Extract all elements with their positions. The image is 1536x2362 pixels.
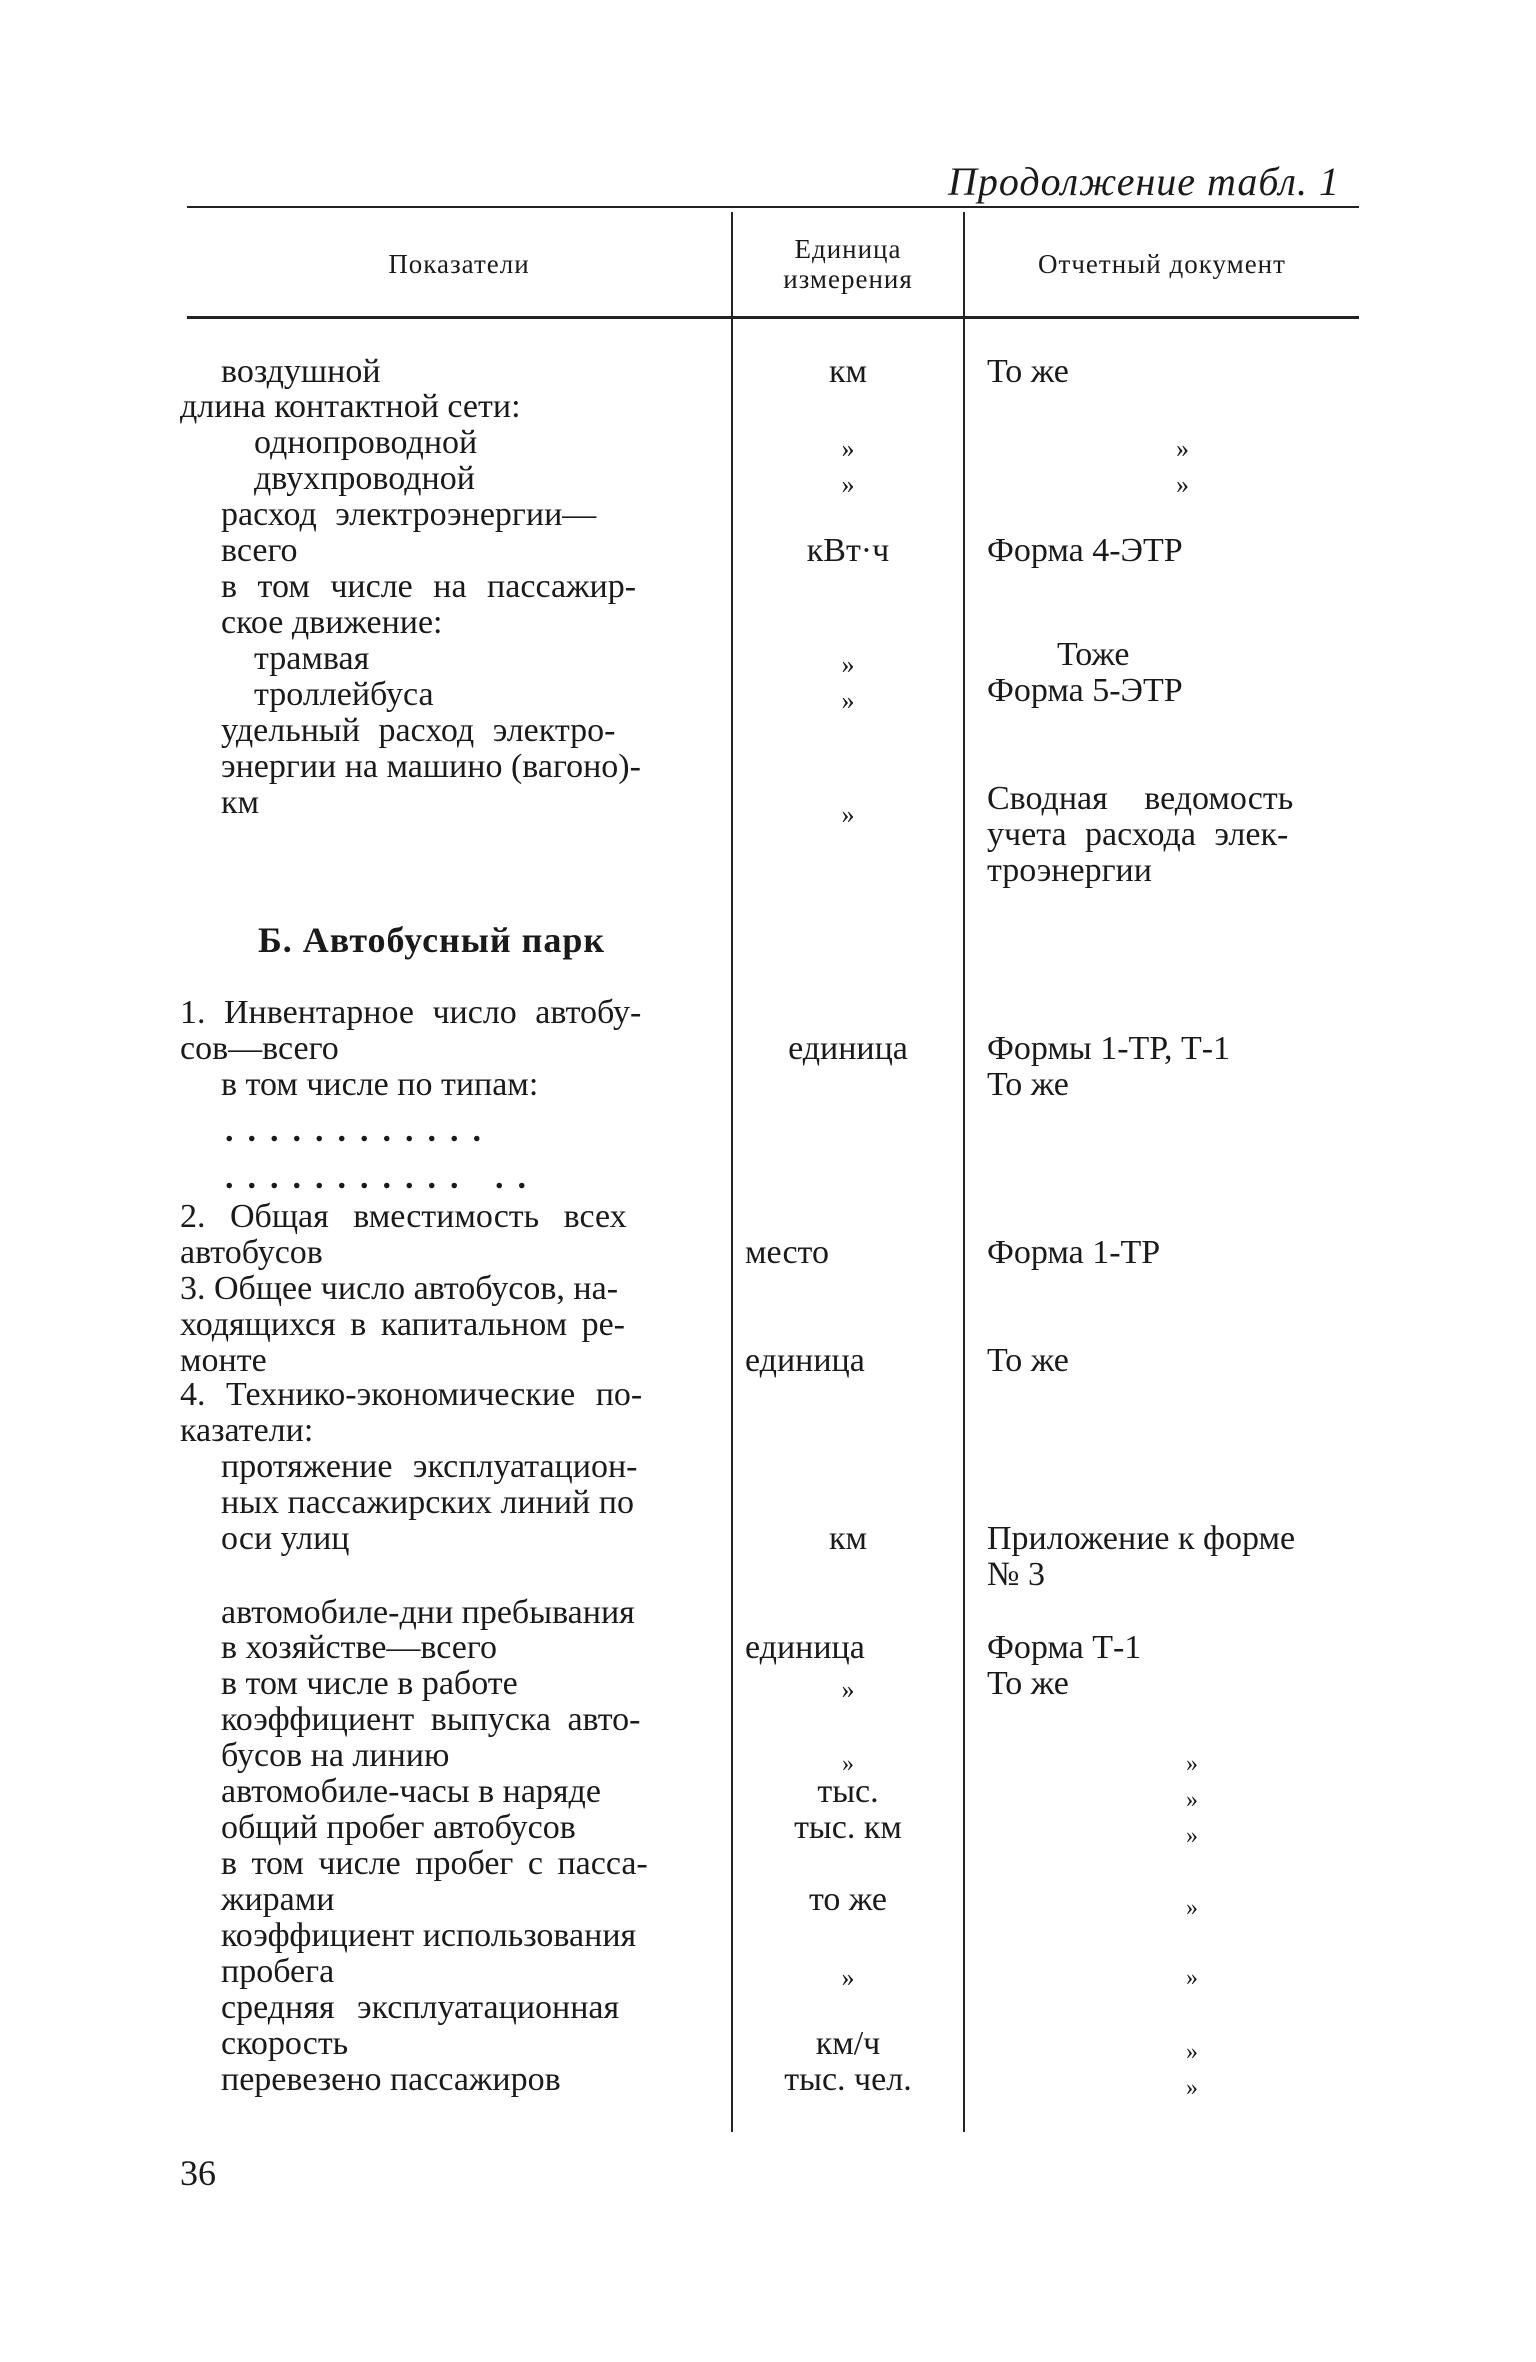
unit-ditto: » xyxy=(841,800,855,829)
indicator-text: 2. Общая вместимость всех xyxy=(180,1198,627,1235)
indicator-text: в том числе на пассажир- xyxy=(221,568,637,605)
document-text: Формы 1-ТР, Т-1 xyxy=(987,1030,1231,1067)
indicator-text: в хозяйстве—всего xyxy=(221,1629,497,1666)
document-text: То же xyxy=(987,1066,1069,1103)
unit-text: единица xyxy=(745,1629,865,1666)
document-ditto: » xyxy=(1176,470,1189,499)
indicator-text: автомобиле-часы в наряде xyxy=(221,1773,601,1810)
indicator-text: в том числе по типам: xyxy=(221,1066,539,1103)
document-ditto: » xyxy=(1186,2039,1198,2065)
document-text: То же xyxy=(987,353,1069,390)
unit-text: км xyxy=(828,1520,868,1557)
indicator-text: 4. Технико-экономические по- xyxy=(180,1376,643,1413)
document-ditto: » xyxy=(1186,2075,1198,2101)
unit-ditto: » xyxy=(841,650,855,679)
indicator-text: пробега xyxy=(221,1953,335,1990)
indicator-text: ходящихся в капитальном ре- xyxy=(180,1306,625,1343)
unit-ditto: » xyxy=(841,686,855,715)
indicator-text: сов—всего xyxy=(180,1030,339,1067)
document-text: Форма 5-ЭТР xyxy=(987,672,1183,709)
unit-text: тыс. чел. xyxy=(784,2061,912,2098)
indicator-text: монте xyxy=(180,1342,267,1379)
indicator-text: длина контактной сети: xyxy=(180,388,521,425)
dotted-leader: ............ xyxy=(225,1112,495,1149)
indicator-text: двухпроводной xyxy=(254,460,475,497)
indicator-text: 1. Инвентарное число автобу- xyxy=(180,994,642,1031)
indicator-text: казатели: xyxy=(180,1412,314,1449)
document-text: № 3 xyxy=(987,1556,1045,1593)
dotted-leader: ........... .. xyxy=(225,1159,540,1196)
indicator-text: в том числе в работе xyxy=(221,1665,518,1702)
unit-text: единица xyxy=(745,1342,865,1379)
document-text: троэнергии xyxy=(987,852,1152,889)
indicator-text: ское движение: xyxy=(221,604,443,641)
table-header-rule xyxy=(187,316,1359,319)
unit-ditto: » xyxy=(841,434,855,463)
header-unit-line-2: измерения xyxy=(783,264,913,294)
indicator-text: троллейбуса xyxy=(254,676,434,713)
indicator-text: автомобиле-дни пребывания xyxy=(221,1594,635,1631)
unit-ditto: » xyxy=(841,1963,855,1992)
document-ditto: » xyxy=(1186,1895,1198,1921)
indicator-text: коэффициент использования xyxy=(221,1917,637,1954)
indicator-text: однопроводной xyxy=(254,424,478,461)
indicator-text: всего xyxy=(221,532,298,569)
indicator-text: воздушной xyxy=(221,353,381,390)
header-indicators: Показатели xyxy=(388,249,530,279)
document-ditto: » xyxy=(1176,434,1189,463)
indicator-text: перевезено пассажиров xyxy=(221,2061,561,2098)
unit-text: тыс. xyxy=(817,1773,879,1810)
document-ditto: » xyxy=(1186,1787,1198,1813)
header-report-document: Отчетный документ xyxy=(1038,249,1286,279)
document-text: То же xyxy=(987,1342,1069,1379)
unit-text: кВт·ч xyxy=(806,532,890,569)
indicator-text: протяжение эксплуатацион- xyxy=(221,1448,638,1485)
document-ditto: » xyxy=(1186,1823,1198,1849)
indicator-text: оси улиц xyxy=(221,1520,350,1557)
indicator-text: коэффициент выпуска авто- xyxy=(221,1701,641,1738)
unit-text: место xyxy=(745,1234,829,1271)
document-text: Тоже xyxy=(1057,636,1130,673)
indicator-text: скорость xyxy=(221,2025,349,2062)
indicator-text: в том числе пробег с пасса- xyxy=(221,1845,648,1882)
document-text: Сводная ведомость xyxy=(987,780,1294,817)
unit-text: км/ч xyxy=(815,2025,881,2062)
indicator-text: энергии на машино (вагоно)- xyxy=(221,748,641,785)
indicator-text: 3. Общее число автобусов, на- xyxy=(180,1270,619,1307)
indicator-text: ных пассажирских линий по xyxy=(221,1484,634,1521)
unit-text: км xyxy=(828,353,868,390)
unit-ditto: » xyxy=(841,470,855,499)
unit-ditto: » xyxy=(842,1751,854,1777)
header-unit-line-1: Единица xyxy=(794,234,902,264)
unit-ditto: » xyxy=(841,1675,855,1704)
indicator-text: удельный расход электро- xyxy=(221,712,616,749)
header-unit xyxy=(733,212,963,316)
unit-text: то же xyxy=(808,1881,888,1918)
section-heading: Б. Автобусный парк xyxy=(258,920,606,960)
document-text: учета расхода элек- xyxy=(987,816,1289,853)
document-text: Приложение к форме xyxy=(987,1520,1296,1557)
document-text: Форма 1-ТР xyxy=(987,1234,1161,1271)
indicator-text: трамвая xyxy=(254,640,370,677)
page-number: 36 xyxy=(180,2153,216,2193)
document-text: Форма 4-ЭТР xyxy=(987,532,1183,569)
document-text: То же xyxy=(987,1665,1069,1702)
document-ditto: » xyxy=(1186,1751,1198,1777)
document-ditto: » xyxy=(1186,1965,1198,1991)
indicator-text: бусов на линию xyxy=(221,1737,450,1774)
indicator-text: км xyxy=(221,784,260,821)
unit-text: единица xyxy=(788,1030,908,1067)
indicator-text: расход электроэнергии— xyxy=(221,496,597,533)
indicator-text: общий пробег автобусов xyxy=(221,1809,576,1846)
indicator-text: средняя эксплуатационная xyxy=(221,1989,620,2026)
document-text: Форма Т-1 xyxy=(987,1629,1142,1666)
table-continuation-caption: Продолжение табл. 1 xyxy=(947,159,1340,204)
column-divider-2 xyxy=(963,212,965,2132)
indicator-text: автобусов xyxy=(180,1234,323,1271)
table-top-rule xyxy=(187,206,1359,208)
unit-text: тыс. км xyxy=(794,1809,902,1846)
indicator-text: жирами xyxy=(221,1881,335,1918)
